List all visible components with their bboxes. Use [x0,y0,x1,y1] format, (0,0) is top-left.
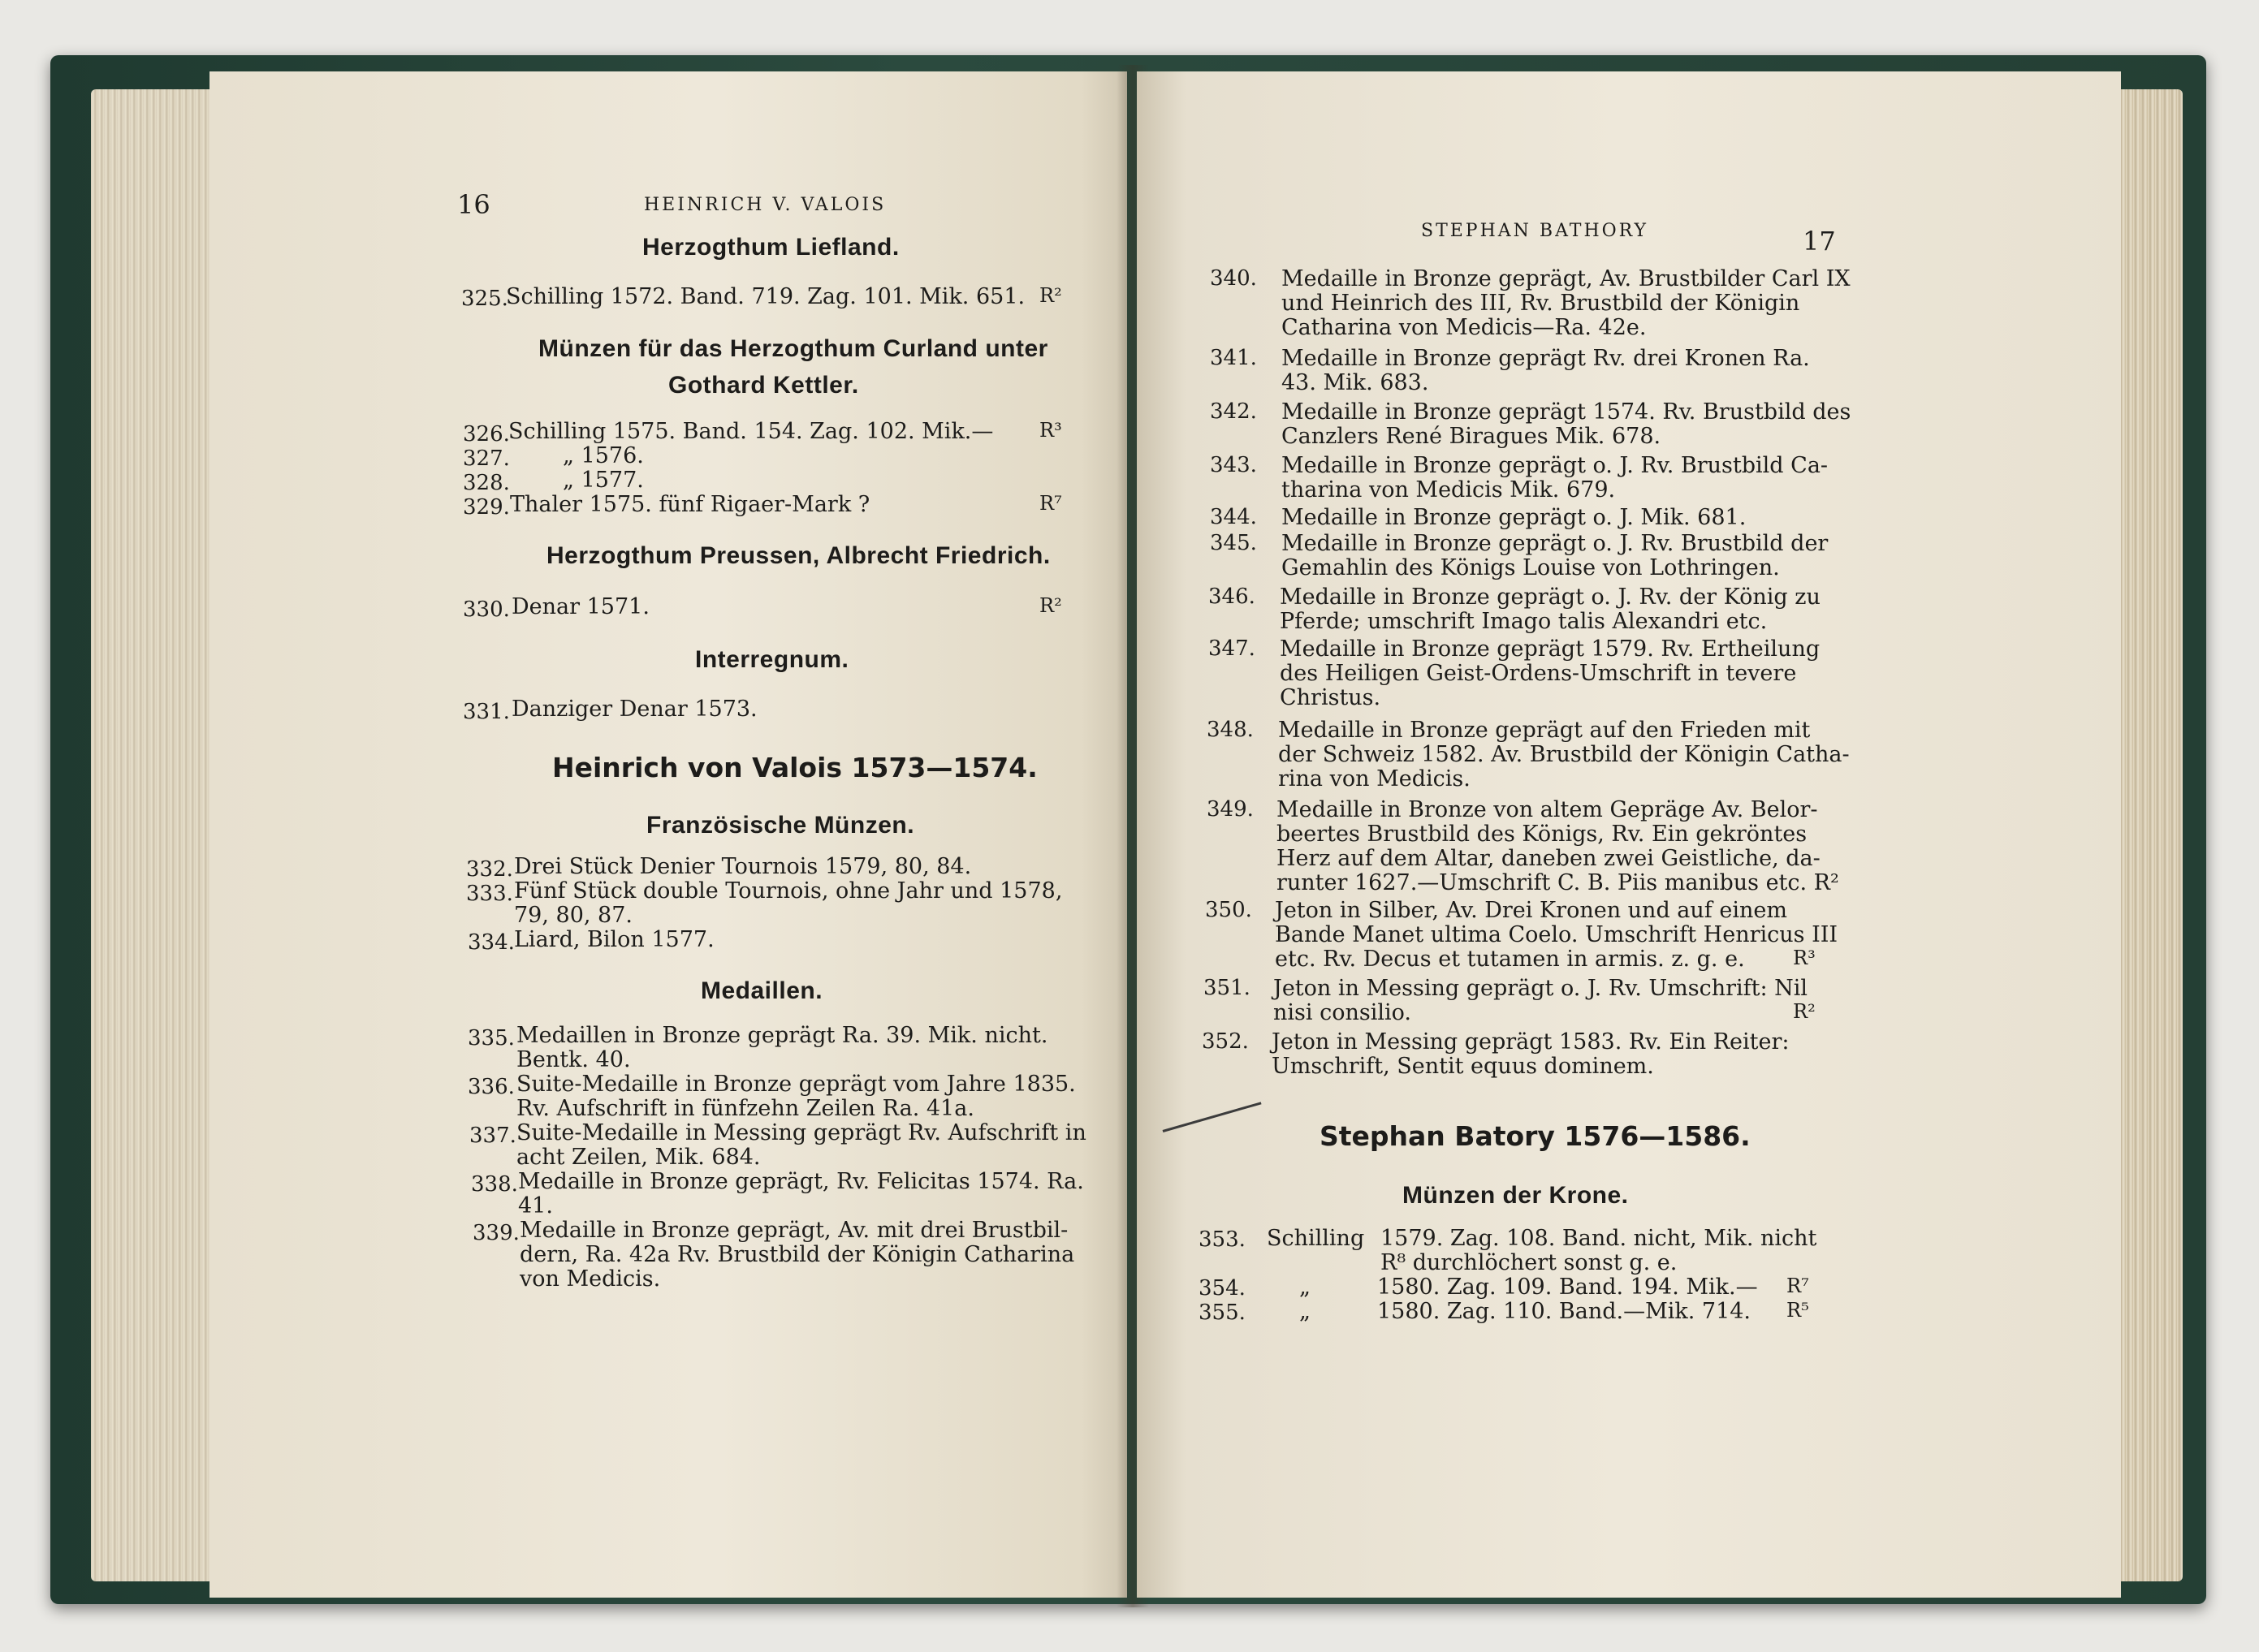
entry-text: Danziger Denar 1573. [512,697,758,722]
entry-text: 1580. Zag. 110. Band.—Mik. 714. [1377,1299,1751,1324]
entry-number: 338. [471,1172,518,1197]
entry-text: Rv. Aufschrift in fünfzehn Zeilen Ra. 41a. [516,1096,974,1121]
entry-number: 352. [1202,1029,1249,1054]
entry-text: Suite-Medaille in Messing geprägt Rv. Aufschrift in [516,1120,1086,1145]
entry-text: Thaler 1575. fünf Rigaer-Mark ? [510,492,870,517]
section-heading: Gothard Kettler. [668,372,859,399]
entry-text: nisi consilio. [1273,1000,1411,1025]
rarity-mark: R² [1039,594,1062,617]
left-page [209,71,1127,1598]
rarity-mark: R⁵ [1786,1299,1809,1322]
entry-text: von Medicis. [520,1266,661,1292]
entry-text: Medaille in Bronze geprägt auf den Frieden mit [1278,718,1811,743]
entry-number: 336. [468,1075,515,1099]
entry-number: 332. [466,857,513,882]
rarity-mark: R⁷ [1786,1275,1809,1297]
entry-text: 43. Mik. 683. [1281,370,1429,395]
entry-text: runter 1627.—Umschrift C. B. Piis manibus etc. R² [1276,870,1839,895]
rarity-mark: R³ [1039,419,1062,442]
entry-number: 328. [463,471,510,495]
entry-text: Medaille in Bronze geprägt, Av. mit drei Brustbil- [520,1218,1069,1243]
entry-text: Medaille in Bronze geprägt o. J. Mik. 681. [1281,505,1747,530]
coin-label: „ [1299,1275,1311,1300]
page-edges-left [91,89,229,1581]
entry-text: Medaille in Bronze geprägt, Rv. Felicitas 1574. Ra. [518,1169,1084,1194]
entry-text: Pferde; umschrift Imago talis Alexandri etc. [1280,609,1768,634]
coin-label: Schilling [1267,1226,1365,1251]
entry-text: und Heinrich des III, Rv. Brustbild der Königin [1281,291,1800,316]
section-heading: Medaillen. [701,977,823,1004]
entry-text: „ 1576. [563,443,644,468]
entry-text: Christus. [1280,685,1381,710]
entry-number: 346. [1208,584,1255,609]
entry-number: 333. [466,882,513,906]
section-heading: Französische Münzen. [646,812,915,839]
entry-text: R⁸ durchlöchert sonst g. e. [1380,1250,1678,1275]
entry-number: 347. [1208,636,1255,661]
entry-number: 353. [1199,1227,1246,1252]
entry-number: 326. [463,422,510,446]
entry-number: 344. [1210,505,1257,529]
entry-text: 79, 80, 87. [514,903,633,928]
running-head: HEINRICH V. VALOIS [644,195,887,215]
page-number: 16 [457,189,490,220]
entry-number: 351. [1203,976,1250,1000]
entry-text: etc. Rv. Decus et tutamen in armis. z. g. e. [1275,947,1745,972]
entry-text: acht Zeilen, Mik. 684. [516,1145,761,1170]
entry-text: Schilling 1572. Band. 719. Zag. 101. Mik. 651. [506,284,1026,309]
entry-text: Medaille in Bronze geprägt 1579. Rv. Ertheilung [1280,636,1821,662]
entry-number: 348. [1207,718,1254,742]
entry-number: 343. [1210,453,1257,477]
entry-text: Jeton in Messing geprägt 1583. Rv. Ein Reiter: [1272,1029,1790,1055]
entry-number: 350. [1205,898,1252,922]
entry-number: 354. [1199,1276,1246,1300]
entry-text: 41. [518,1193,553,1219]
entry-number: 335. [468,1026,515,1050]
section-heading: Herzogthum Preussen, Albrecht Friedrich. [546,542,1051,569]
entry-number: 341. [1210,346,1257,370]
entry-text: Medaille in Bronze geprägt, Av. Brustbilder Carl IX [1281,266,1851,291]
entry-text: Catharina von Medicis—Ra. 42e. [1281,315,1647,340]
entry-text: Bentk. 40. [516,1047,631,1072]
entry-number: 355. [1199,1300,1246,1325]
entry-number: 342. [1210,399,1257,424]
entry-text: 1580. Zag. 109. Band. 194. Mik.— [1377,1275,1758,1300]
entry-text: Medaillen in Bronze geprägt Ra. 39. Mik. nicht. [516,1023,1048,1048]
entry-text: Suite-Medaille in Bronze geprägt vom Jahre 1835. [516,1072,1076,1097]
entry-text: Fünf Stück double Tournois, ohne Jahr und 1578, [514,878,1063,904]
rarity-mark: R³ [1793,947,1816,969]
entry-number: 339. [473,1221,520,1245]
entry-text: Herz auf dem Altar, daneben zwei Geistliche, da- [1276,846,1821,871]
entry-text: Bande Manet ultima Coelo. Umschrift Henricus III [1275,922,1838,947]
entry-text: Medaille in Bronze geprägt o. J. Rv. der König zu [1280,584,1821,610]
chapter-heading: Stephan Batory 1576—1586. [1320,1120,1751,1152]
entry-text: dern, Ra. 42a Rv. Brustbild der Königin Catharina [520,1242,1075,1267]
entry-number: 329. [463,495,510,520]
entry-text: Medaille in Bronze geprägt o. J. Rv. Brustbild der [1281,531,1829,556]
entry-text: Denar 1571. [512,594,650,619]
entry-text: Jeton in Silber, Av. Drei Kronen und auf einem [1275,898,1787,923]
chapter-heading: Heinrich von Valois 1573—1574. [552,752,1038,783]
entry-number: 349. [1207,797,1254,822]
entry-number: 327. [463,446,510,471]
entry-text: Medaille in Bronze geprägt 1574. Rv. Brustbild des [1281,399,1851,425]
entry-text: Medaille in Bronze geprägt Rv. drei Kronen Ra. [1281,346,1810,371]
page-edges-right [2111,89,2183,1581]
entry-text: Schilling 1575. Band. 154. Zag. 102. Mik.— [508,419,994,444]
right-page [1137,71,2121,1598]
rarity-mark: R⁷ [1039,492,1062,515]
section-heading: Interregnum. [695,646,849,673]
entry-text: Umschrift, Sentit equus dominem. [1272,1054,1654,1079]
entry-text: Medaille in Bronze geprägt o. J. Rv. Brustbild Ca- [1281,453,1829,478]
entry-text: Liard, Bilon 1577. [514,927,715,952]
entry-number: 331. [463,700,510,724]
entry-text: Jeton in Messing geprägt o. J. Rv. Umschrift: Nil [1273,976,1808,1001]
section-heading: Herzogthum Liefland. [642,234,900,261]
entry-number: 337. [469,1124,516,1148]
running-head: STEPHAN BATHORY [1421,221,1649,241]
entry-number: 340. [1210,266,1257,291]
page-number: 17 [1803,226,1836,257]
entry-text: tharina von Medicis Mik. 679. [1281,477,1616,503]
entry-text: beertes Brustbild des Königs, Rv. Ein gekröntes [1276,822,1808,847]
section-heading: Münzen für das Herzogthum Curland unter [538,335,1048,362]
entry-text: Gemahlin des Königs Louise von Lothringen. [1281,555,1780,580]
entry-text: Drei Stück Denier Tournois 1579, 80, 84. [514,854,972,879]
rarity-mark: R² [1793,1000,1816,1023]
entry-text: des Heiligen Geist-Ordens-Umschrift in tevere [1280,661,1797,686]
entry-number: 345. [1210,531,1257,555]
entry-number: 325. [461,287,508,311]
entry-text: Medaille in Bronze von altem Gepräge Av. Belor- [1276,797,1818,822]
entry-number: 330. [463,597,510,622]
entry-text: der Schweiz 1582. Av. Brustbild der Königin Catha- [1278,742,1850,767]
coin-label: „ [1299,1299,1311,1324]
entry-text: Canzlers René Biragues Mik. 678. [1281,424,1661,449]
entry-text: 1579. Zag. 108. Band. nicht, Mik. nicht [1380,1226,1817,1251]
section-heading: Münzen der Krone. [1402,1182,1629,1209]
entry-text: „ 1577. [563,468,644,493]
entry-number: 334. [468,930,515,955]
rarity-mark: R² [1039,284,1062,307]
entry-text: rina von Medicis. [1278,766,1471,791]
